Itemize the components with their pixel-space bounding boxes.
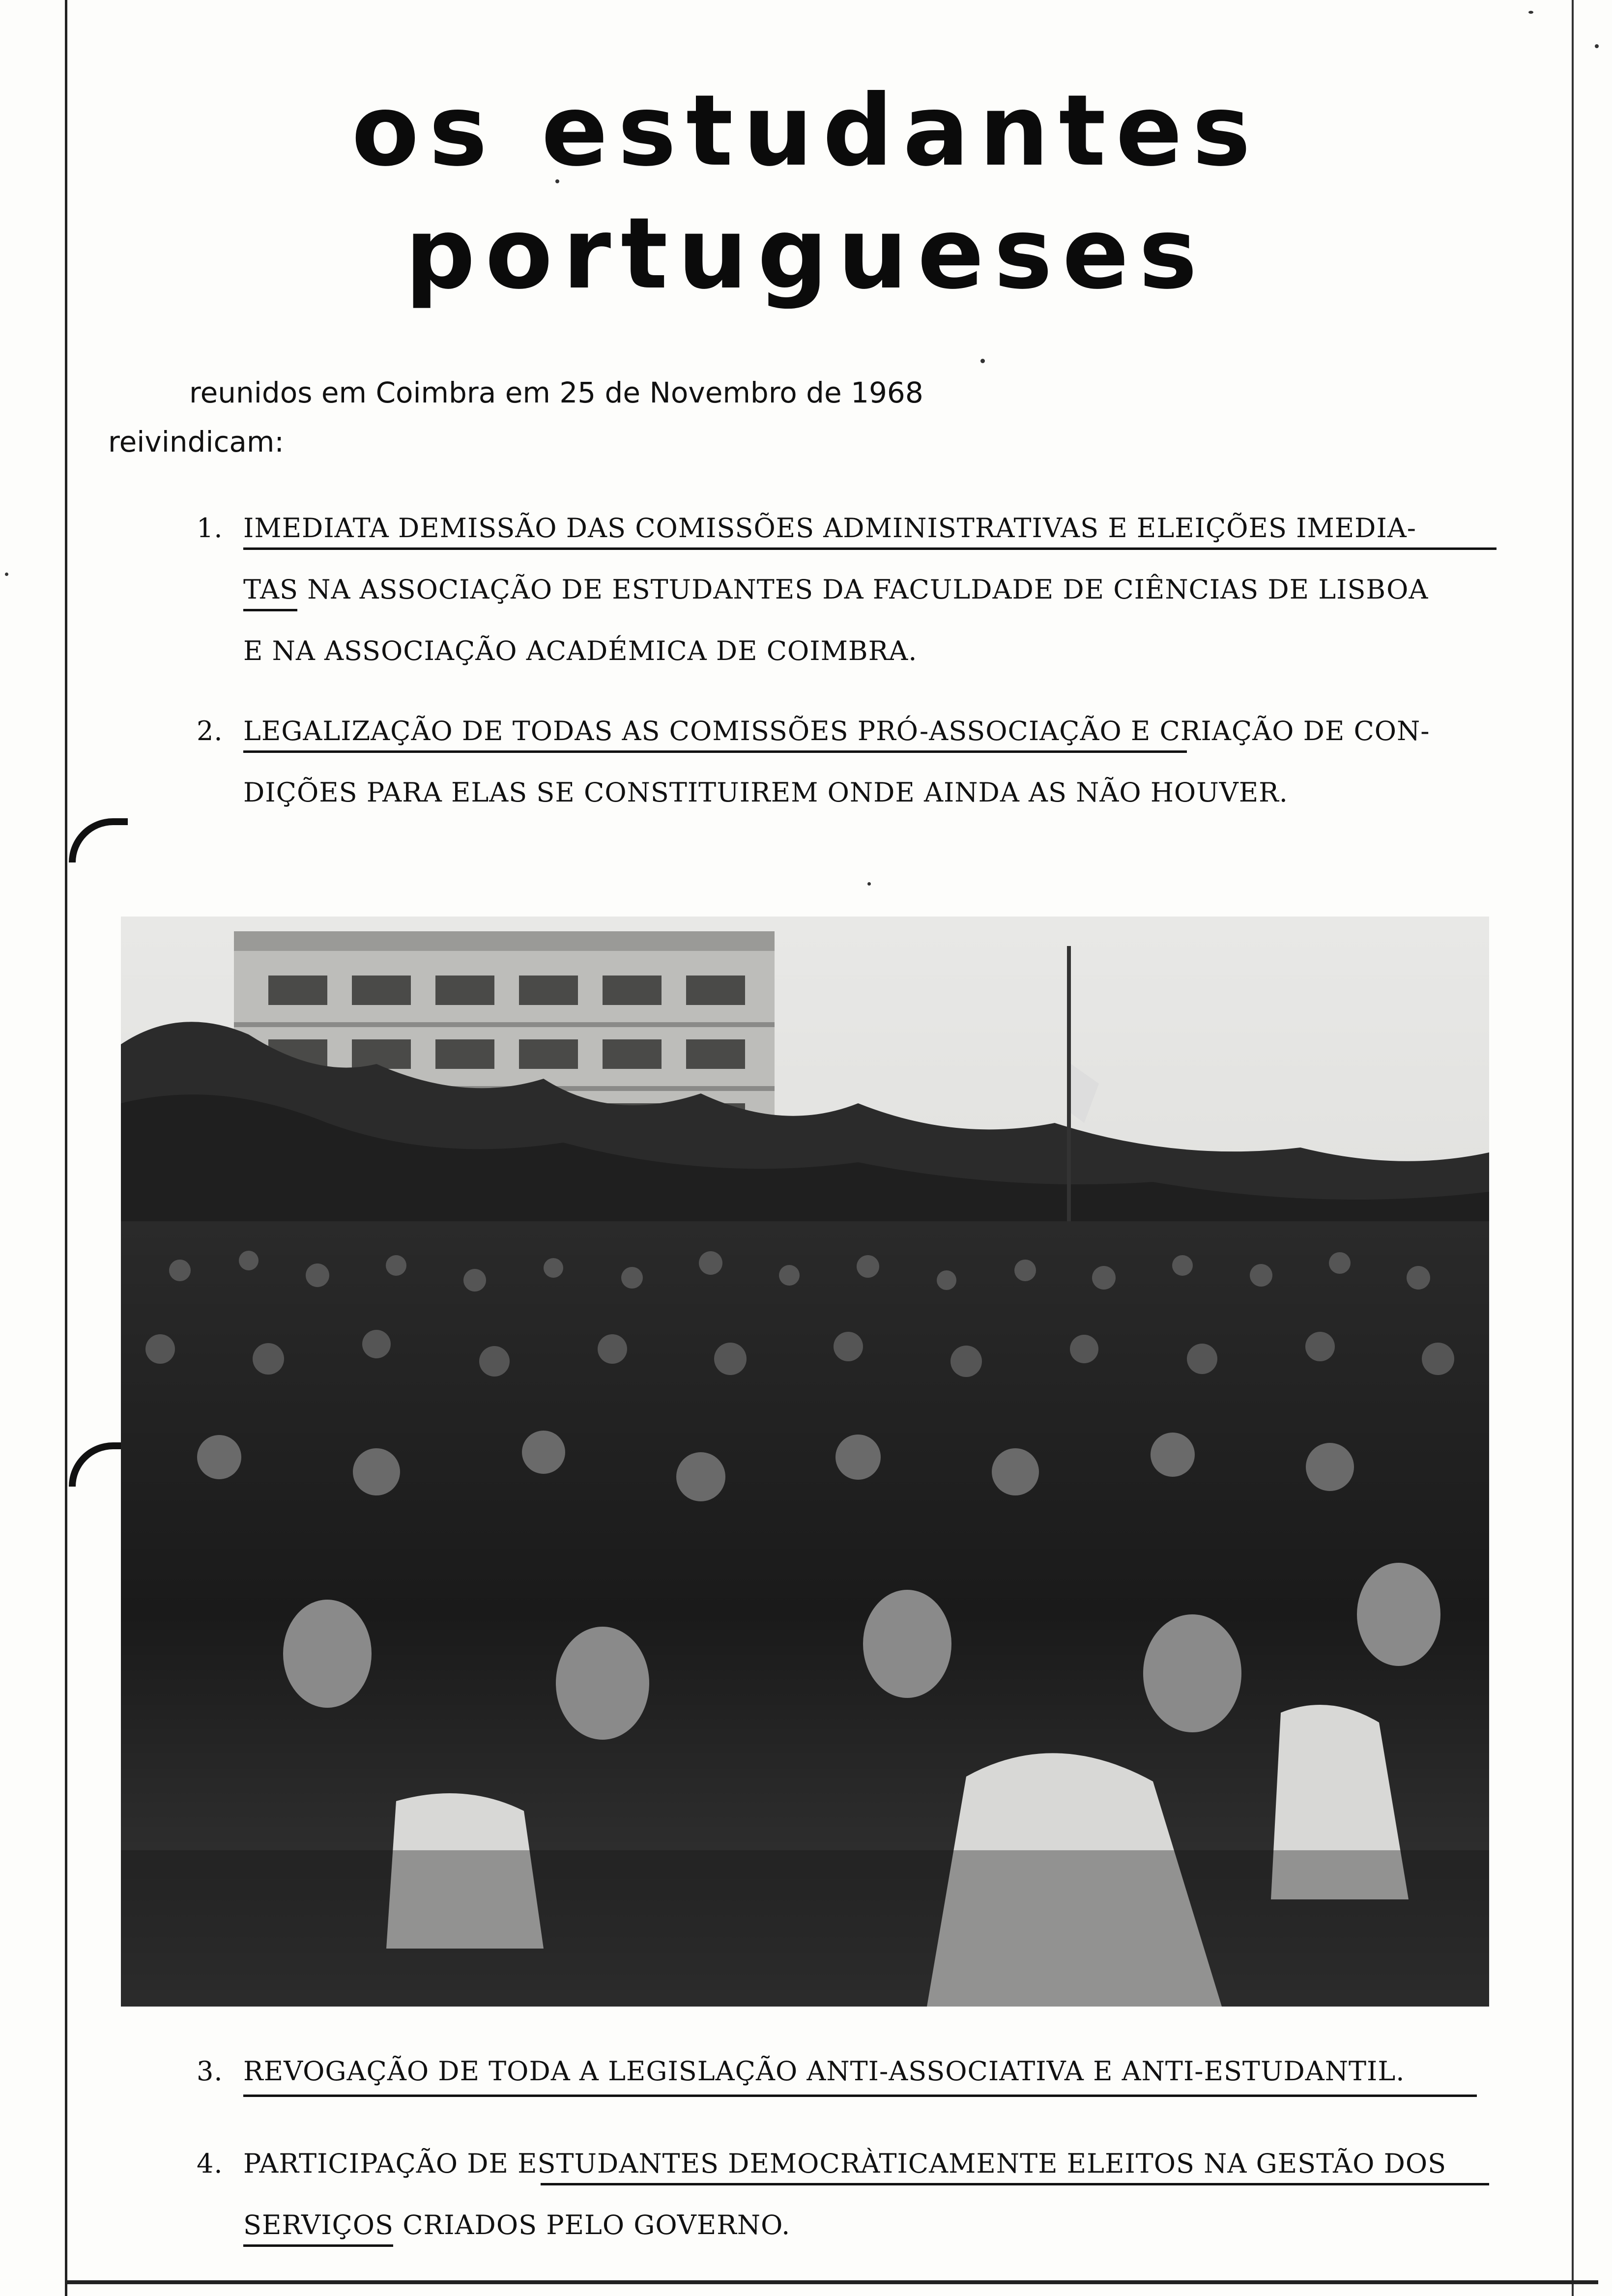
intro-demand-label: reivindicam: <box>108 425 284 459</box>
punch-hole-mark <box>69 1442 128 1487</box>
right-margin-rule <box>1572 0 1574 2296</box>
underline <box>243 2095 1477 2097</box>
crowd-photograph <box>121 917 1489 2007</box>
headline-line-2: portugueses <box>404 197 1208 311</box>
left-margin-rule <box>65 0 67 2296</box>
demand-item-4 <box>197 2133 1524 2261</box>
photocopy-speck <box>1528 11 1533 14</box>
demand-text <box>243 497 1511 682</box>
underline <box>243 609 297 611</box>
demand-line: PARTICIPAÇÃO DE ESTUDANTES DEMOCRÀTICAMENTE ELEITOS NA GESTÃO DOS <box>243 2148 1447 2179</box>
demand-number: 4. <box>197 2148 223 2179</box>
demand-number: 2. <box>197 716 223 746</box>
demand-item-3 <box>197 2040 1524 2104</box>
demand-number: 3. <box>197 2056 223 2087</box>
photocopy-speck <box>867 882 871 886</box>
demand-number: 1. <box>197 513 223 544</box>
demand-line: IMEDIATA DEMISSÃO DAS COMISSÕES ADMINISTRATIVAS E ELEIÇÕES IMEDIA- <box>243 513 1417 544</box>
demand-line: SERVIÇOS CRIADOS PELO GOVERNO. <box>243 2210 791 2240</box>
intro-text: reunidos em Coimbra em 25 de Novembro de 1968 <box>189 376 923 409</box>
photocopy-speck <box>5 573 8 576</box>
punch-hole-mark <box>69 818 128 862</box>
bottom-margin-rule <box>65 2280 1598 2284</box>
photocopy-speck <box>1595 44 1599 48</box>
demand-text <box>243 700 1511 823</box>
demand-line: TAS NA ASSOCIAÇÃO DE ESTUDANTES DA FACULDADE DE CIÊNCIAS DE LISBOA <box>243 574 1429 605</box>
demand-line: REVOGAÇÃO DE TODA A LEGISLAÇÃO ANTI-ASSOCIATIVA E ANTI-ESTUDANTIL. <box>243 2056 1405 2087</box>
demand-text <box>243 2040 1511 2102</box>
underline <box>243 750 1187 753</box>
photocopy-speck <box>980 359 985 363</box>
demand-item-1 <box>197 497 1524 684</box>
headline-line-1: os estudantes <box>351 74 1261 188</box>
demand-text <box>243 2133 1511 2256</box>
underline <box>243 2244 393 2247</box>
underline <box>541 2183 1489 2185</box>
demand-line: DIÇÕES PARA ELAS SE CONSTITUIREM ONDE AINDA AS NÃO HOUVER. <box>243 777 1288 808</box>
demand-line: E NA ASSOCIAÇÃO ACADÉMICA DE COIMBRA. <box>243 635 918 666</box>
demand-item-2 <box>197 700 1524 828</box>
demand-line: LEGALIZAÇÃO DE TODAS AS COMISSÕES PRÓ-ASSOCIAÇÃO E CRIAÇÃO DE CON- <box>243 716 1430 746</box>
underline <box>243 547 1497 550</box>
